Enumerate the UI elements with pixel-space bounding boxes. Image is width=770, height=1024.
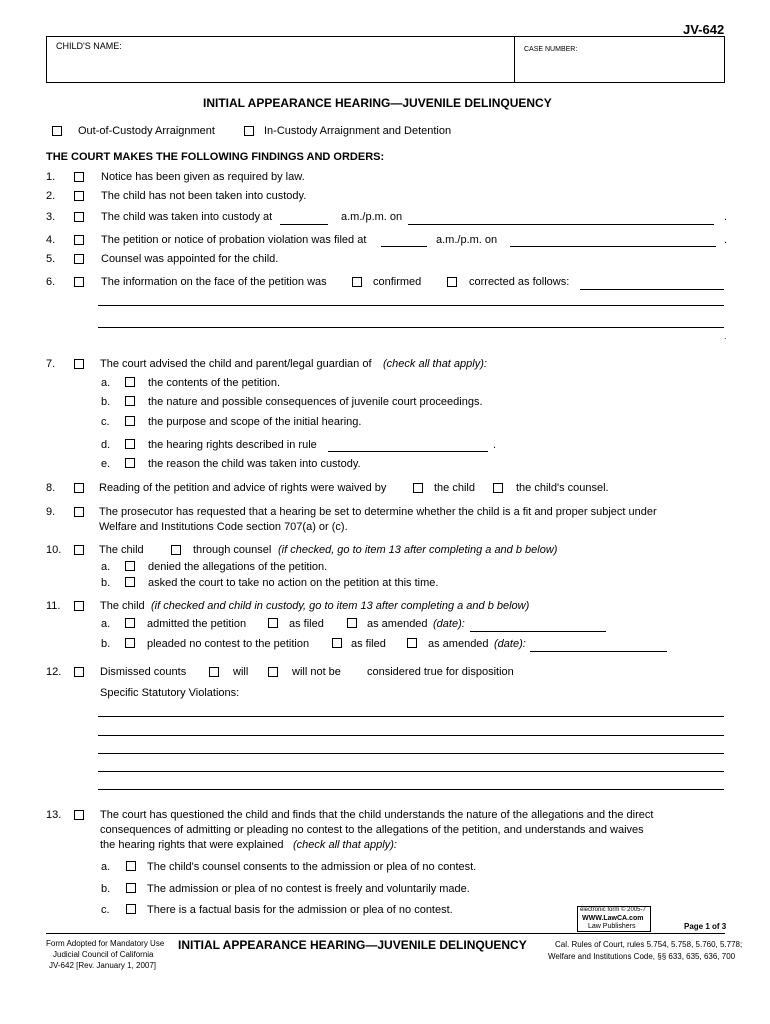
item-7a-checkbox[interactable] <box>125 377 135 387</box>
item-10-text: The child <box>99 544 144 556</box>
item-7a-text: the contents of the petition. <box>148 377 281 389</box>
item-13b-checkbox[interactable] <box>126 883 136 893</box>
item-10-checkbox[interactable] <box>74 545 84 555</box>
item-7e-letter: e. <box>101 458 111 470</box>
form-title: INITIAL APPEARANCE HEARING—JUVENILE DELINQUENCY <box>203 96 552 110</box>
item-7b-checkbox[interactable] <box>125 396 135 406</box>
item-12-number: 12. <box>46 666 62 678</box>
item-12-will-not-label: will not be <box>292 666 341 678</box>
footer-rules-2: Welfare and Institutions Code, §§ 633, 635, 636, 700 <box>548 952 736 961</box>
item-11a-as-filed-checkbox[interactable] <box>268 618 278 628</box>
item-7c-text: the purpose and scope of the initial hearing. <box>148 416 362 428</box>
item-3-checkbox[interactable] <box>74 212 84 222</box>
item-11a-checkbox[interactable] <box>125 618 135 628</box>
item-13a-text: The child's counsel consents to the admission or plea of no contest. <box>147 861 477 873</box>
item-9-checkbox[interactable] <box>74 507 84 517</box>
stamp-line-2: WWW.LawCA.com <box>582 915 644 922</box>
item-7b-letter: b. <box>101 396 111 408</box>
item-6-corrected-checkbox[interactable] <box>447 277 457 287</box>
item-13-text-line-2: consequences of admitting or pleading no contest to the allegations of the petition, and understands and waives <box>100 824 644 836</box>
item-11b-checkbox[interactable] <box>125 638 135 648</box>
item-12-line-5[interactable] <box>98 789 724 790</box>
item-11-number: 11. <box>46 600 61 612</box>
in-custody-checkbox[interactable] <box>244 126 254 136</box>
item-3-number: 3. <box>46 211 56 223</box>
item-7d-period: . <box>493 439 497 451</box>
item-13b-letter: b. <box>101 883 111 895</box>
item-7d-rule-field[interactable] <box>328 451 488 452</box>
item-7e-checkbox[interactable] <box>125 458 135 468</box>
item-6-text: The information on the face of the petition was <box>101 276 327 288</box>
item-12-considered: considered true for disposition <box>367 666 514 678</box>
item-11b-date-label: (date): <box>494 638 526 650</box>
item-1-text: Notice has been given as required by law. <box>101 171 305 183</box>
item-12-line-3[interactable] <box>98 753 724 754</box>
findings-heading: THE COURT MAKES THE FOLLOWING FINDINGS AND ORDERS: <box>46 151 385 163</box>
childs-name-label: CHILD'S NAME: <box>56 41 122 51</box>
item-8-text: Reading of the petition and advice of rights were waived by <box>99 482 387 494</box>
item-10b-text: asked the court to take no action on the petition at this time. <box>148 577 439 589</box>
item-7a-letter: a. <box>101 377 111 389</box>
item-1-number: 1. <box>46 171 56 183</box>
item-10-counsel-label: through counsel <box>193 544 272 556</box>
out-of-custody-label: Out-of-Custody Arraignment <box>78 125 215 137</box>
item-10a-text: denied the allegations of the petition. <box>148 561 328 573</box>
item-7b-text: the nature and possible consequences of juvenile court proceedings. <box>148 396 483 408</box>
item-8-counsel-label: the child's counsel. <box>516 482 609 494</box>
item-2-number: 2. <box>46 190 56 202</box>
item-4-ampm: a.m./p.m. on <box>436 234 498 246</box>
stamp-line-3: Law Publishers <box>588 923 636 930</box>
item-12-line-1[interactable] <box>98 716 724 717</box>
item-6-checkbox[interactable] <box>74 277 84 287</box>
item-11a-date-label: (date): <box>433 618 465 630</box>
item-4-checkbox[interactable] <box>74 235 84 245</box>
item-10b-checkbox[interactable] <box>125 577 135 587</box>
item-6-confirmed-checkbox[interactable] <box>352 277 362 287</box>
item-12-will-not-checkbox[interactable] <box>268 667 278 677</box>
item-6-corrected-label: corrected as follows: <box>469 276 570 288</box>
item-7d-letter: d. <box>101 439 111 451</box>
item-12-text: Dismissed counts <box>100 666 187 678</box>
item-3-text: The child was taken into custody at <box>101 211 273 223</box>
item-7c-checkbox[interactable] <box>125 416 135 426</box>
footer-revision: JV-642 [Rev. January 1, 2007] <box>49 961 157 970</box>
item-8-checkbox[interactable] <box>74 483 84 493</box>
item-10a-checkbox[interactable] <box>125 561 135 571</box>
case-number-label: CASE NUMBER: <box>524 46 578 53</box>
item-13c-checkbox[interactable] <box>126 904 136 914</box>
item-10b-letter: b. <box>101 577 111 589</box>
item-7d-text: the hearing rights described in rule <box>148 439 317 451</box>
item-7-text: The court advised the child and parent/legal guardian of <box>100 358 372 370</box>
item-4-period: . <box>724 234 728 246</box>
item-12-specific-label: Specific Statutory Violations: <box>100 687 240 699</box>
item-8-child-label: the child <box>434 482 475 494</box>
item-9-number: 9. <box>46 506 56 518</box>
item-11b-date-field[interactable] <box>530 651 667 652</box>
item-4-number: 4. <box>46 234 56 246</box>
item-11-note: (if checked and child in custody, go to item 13 after completing a and b below) <box>151 600 530 612</box>
item-13-checkbox[interactable] <box>74 810 84 820</box>
header-divider <box>514 36 515 83</box>
footer-council: Judicial Council of California <box>53 950 154 959</box>
item-6-correction-line-1[interactable] <box>580 289 724 290</box>
item-13c-letter: c. <box>101 904 110 916</box>
item-11b-as-filed-label: as filed <box>351 638 386 650</box>
item-3-date-field[interactable] <box>408 224 714 225</box>
item-11b-text: pleaded no contest to the petition <box>147 638 310 650</box>
item-11a-date-field[interactable] <box>470 631 606 632</box>
item-11a-letter: a. <box>101 618 111 630</box>
item-11a-as-amended-label: as amended <box>367 618 428 630</box>
item-6-correction-line-2[interactable] <box>98 305 724 306</box>
item-11-text: The child <box>100 600 145 612</box>
item-11a-as-amended-checkbox[interactable] <box>347 618 357 628</box>
item-10a-letter: a. <box>101 561 111 573</box>
item-11a-text: admitted the petition <box>147 618 247 630</box>
item-13a-letter: a. <box>101 861 111 873</box>
item-7-note: (check all that apply): <box>383 358 487 370</box>
form-id: JV-642 <box>683 22 725 37</box>
item-12-will-label: will <box>233 666 249 678</box>
item-7-number: 7. <box>46 358 56 370</box>
item-8-child-checkbox[interactable] <box>413 483 423 493</box>
item-5-checkbox[interactable] <box>74 254 84 264</box>
footer-adopted: Form Adopted for Mandatory Use <box>46 939 165 948</box>
item-12-line-4[interactable] <box>98 771 724 772</box>
item-6-confirmed-label: confirmed <box>373 276 422 288</box>
item-12-will-checkbox[interactable] <box>209 667 219 677</box>
item-8-counsel-checkbox[interactable] <box>493 483 503 493</box>
item-13c-text: There is a factual basis for the admission or plea of no contest. <box>147 904 453 916</box>
item-11b-letter: b. <box>101 638 111 650</box>
item-10-number: 10. <box>46 544 62 556</box>
footer-rule <box>46 933 725 934</box>
footer-title: INITIAL APPEARANCE HEARING—JUVENILE DELINQUENCY <box>178 938 527 952</box>
item-1-checkbox[interactable] <box>74 172 84 182</box>
item-13a-checkbox[interactable] <box>126 861 136 871</box>
item-5-text: Counsel was appointed for the child. <box>101 253 279 265</box>
item-6-correction-line-3[interactable] <box>98 327 724 328</box>
in-custody-label: In-Custody Arraignment and Detention <box>264 125 452 137</box>
item-9-text-line-1: The prosecutor has requested that a hearing be set to determine whether the child is a fit and proper subject under <box>99 506 657 518</box>
publisher-stamp <box>577 906 651 932</box>
item-7d-checkbox[interactable] <box>125 439 135 449</box>
item-6-period: . <box>724 331 727 341</box>
item-11a-as-filed-label: as filed <box>289 618 324 630</box>
stamp-line-1: electronic form © 2005-7 <box>580 907 646 913</box>
item-12-checkbox[interactable] <box>74 667 84 677</box>
item-2-text: The child has not been taken into custody. <box>101 190 307 202</box>
item-5-number: 5. <box>46 253 56 265</box>
item-7e-text: the reason the child was taken into custody. <box>148 458 361 470</box>
item-10-counsel-checkbox[interactable] <box>171 545 181 555</box>
item-13-text-line-1: The court has questioned the child and finds that the child understands the nature of the allegations and the direct <box>100 809 654 821</box>
item-4-time-field[interactable] <box>381 246 427 247</box>
footer-rules-1: Cal. Rules of Court, rules 5.754, 5.758, 5.760, 5.778; <box>555 940 743 949</box>
item-13-note: (check all that apply): <box>293 839 397 851</box>
item-3-period: . <box>724 211 728 223</box>
out-of-custody-checkbox[interactable] <box>52 126 62 136</box>
item-6-number: 6. <box>46 276 56 288</box>
item-4-text: The petition or notice of probation violation was filed at <box>101 234 367 246</box>
item-9-text-line-2: Welfare and Institutions Code section 707(a) or (c). <box>99 521 348 533</box>
item-10-note: (if checked, go to item 13 after completing a and b below) <box>278 544 558 556</box>
item-4-date-field[interactable] <box>510 246 716 247</box>
item-13-text-line-3: the hearing rights that were explained <box>100 839 284 851</box>
item-3-time-field[interactable] <box>280 224 328 225</box>
item-3-ampm: a.m./p.m. on <box>341 211 403 223</box>
page-number: Page 1 of 3 <box>684 922 727 931</box>
item-11b-as-filed-checkbox[interactable] <box>332 638 342 648</box>
item-12-line-2[interactable] <box>98 735 724 736</box>
item-7c-letter: c. <box>101 416 110 428</box>
item-2-checkbox[interactable] <box>74 191 84 201</box>
item-11b-as-amended-label: as amended <box>428 638 489 650</box>
item-11b-as-amended-checkbox[interactable] <box>407 638 417 648</box>
childs-name-field[interactable] <box>50 52 510 80</box>
item-7-checkbox[interactable] <box>74 359 84 369</box>
item-13-number: 13. <box>46 809 62 821</box>
case-number-field[interactable] <box>518 52 722 80</box>
item-8-number: 8. <box>46 482 56 494</box>
item-13b-text: The admission or plea of no contest is freely and voluntarily made. <box>147 883 470 895</box>
item-11-checkbox[interactable] <box>74 601 84 611</box>
